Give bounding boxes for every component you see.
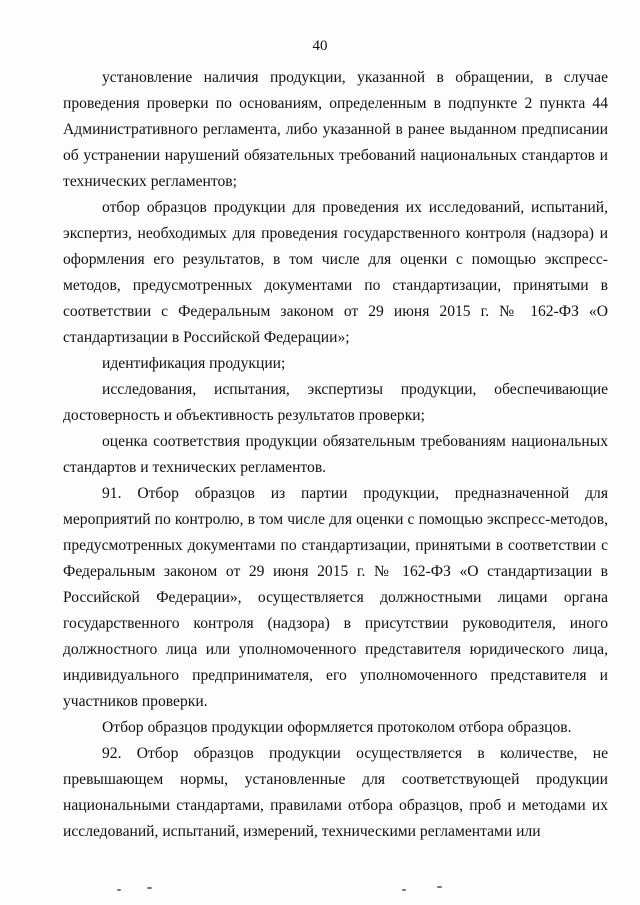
scan-artifact: [147, 887, 152, 889]
paragraph-5: оценка соответствия продукции обязательным требованиям национальных стандартов и технических регламентов.: [63, 433, 608, 476]
scan-artifact: [437, 886, 442, 888]
paragraph-91: 91. Отбор образцов из партии продукции, предназначенной для мероприятий по контролю, в том числе для оценки с помощью экспресс-методов, предусмотренных документами по стандартизации, принятыми в соответствии с Федеральным законом от 29 июня 2015 г. № 162-ФЗ «О стандартизации в Российской Федерации», осуществляется должностными лицами органа государственного контроля (надзора) в присутствии руководителя, иного должностного лица или уполномоченного представителя юридического лица, индивидуального предпринимателя, его уполномоченного представителя и участников проверки.: [63, 485, 608, 710]
paragraph-1: установление наличия продукции, указанной в обращении, в случае проведения проверки по основаниям, определенным в подпункте 2 пункта 44 Административного регламента, либо указанной в ранее выданном предписании об устранении нарушений обязательных требований национальных стандартов и технических регламентов;: [63, 69, 608, 190]
page-number: 40: [312, 38, 328, 54]
paragraph-92: 92. Отбор образцов продукции осуществляется в количестве, не превышающем нормы, установленные для соответствующей продукции национальными стандартами, правилами отбора образцов, проб и методами их исследований, испытаний, измерений, техническими регламентами или: [63, 745, 608, 840]
paragraph-2: отбор образцов продукции для проведения их исследований, испытаний, экспертиз, необходимых для проведения государственного контроля (надзора) и оформления его результатов, в том числе для оценки с помощью экспресс-методов, предусмотренных документами по стандартизации, принятыми в соответствии с Федеральным законом от 29 июня 2015 г. № 162-ФЗ «О стандартизации в Российской Федерации»;: [63, 199, 608, 346]
scan-artifact: [402, 889, 406, 891]
paragraph-4: исследования, испытания, экспертизы продукции, обеспечивающие достоверность и объективность результатов проверки;: [63, 381, 608, 424]
scan-artifact: [117, 889, 121, 891]
paragraph-3: идентификация продукции;: [102, 355, 286, 372]
document-body: [63, 65, 608, 845]
paragraph-7: Отбор образцов продукции оформляется протоколом отбора образцов.: [102, 719, 572, 736]
